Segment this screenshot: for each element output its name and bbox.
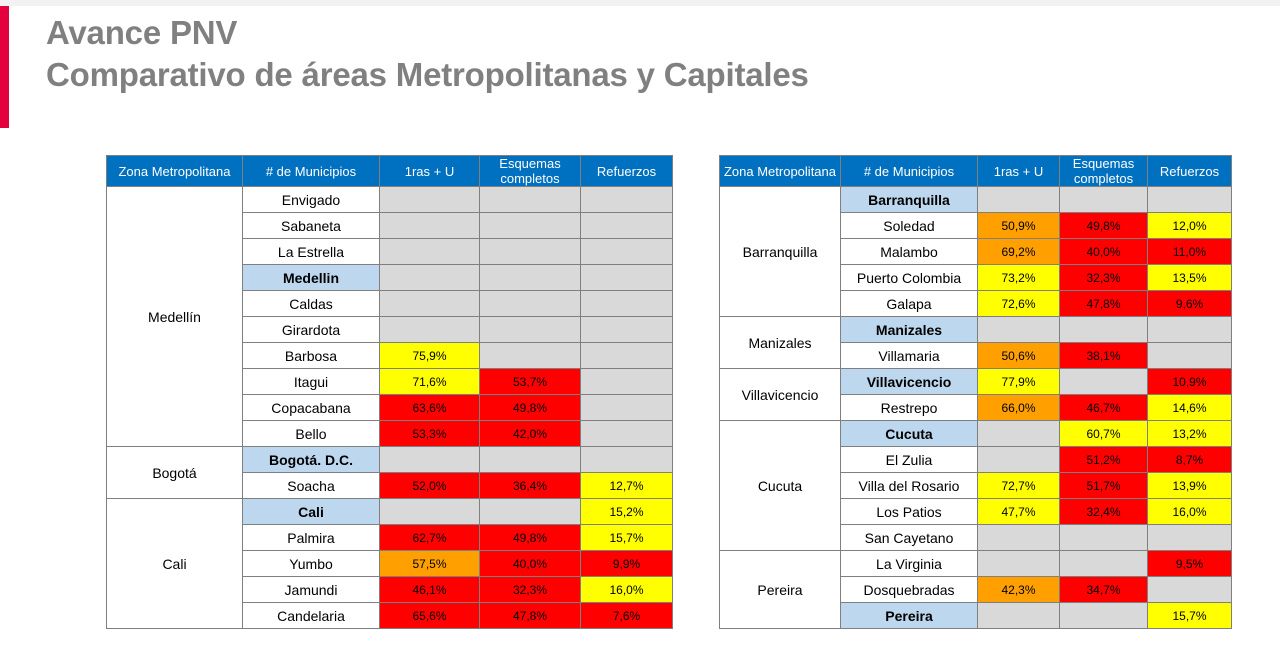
value-cell-completos: 47,8% bbox=[480, 603, 581, 629]
value-cell-primeras: 42,3% bbox=[978, 577, 1060, 603]
value-cell-refuerzos bbox=[581, 343, 673, 369]
municipio-cell: Girardota bbox=[243, 317, 380, 343]
municipio-cell: El Zulia bbox=[841, 447, 978, 473]
value-cell-primeras: 66,0% bbox=[978, 395, 1060, 421]
value-cell-completos: 40,0% bbox=[480, 551, 581, 577]
municipio-cell: Jamundi bbox=[243, 577, 380, 603]
value-cell-refuerzos: 7,6% bbox=[581, 603, 673, 629]
zone-cell: Villavicencio bbox=[720, 369, 841, 421]
value-cell-primeras bbox=[978, 421, 1060, 447]
zone-cell: Pereira bbox=[720, 551, 841, 629]
table-metropolitan-left bbox=[106, 155, 673, 629]
column-header-0: Zona Metropolitana bbox=[107, 156, 243, 187]
value-cell-completos: 49,8% bbox=[1060, 213, 1148, 239]
value-cell-completos: 51,7% bbox=[1060, 473, 1148, 499]
value-cell-refuerzos bbox=[581, 369, 673, 395]
zone-cell: Medellín bbox=[107, 187, 243, 447]
value-cell-refuerzos: 13,9% bbox=[1148, 473, 1232, 499]
table-row bbox=[720, 187, 1232, 213]
value-cell-primeras: 57,5% bbox=[380, 551, 480, 577]
table-metropolitan-right bbox=[719, 155, 1232, 629]
value-cell-primeras: 73,2% bbox=[978, 265, 1060, 291]
municipio-cell: Bogotá. D.C. bbox=[243, 447, 380, 473]
municipio-cell: Cucuta bbox=[841, 421, 978, 447]
municipio-cell: Sabaneta bbox=[243, 213, 380, 239]
column-header-3: Esquemas completos bbox=[1060, 156, 1148, 187]
municipio-cell: La Virginia bbox=[841, 551, 978, 577]
table-row bbox=[720, 551, 1232, 577]
value-cell-completos: 49,8% bbox=[480, 395, 581, 421]
municipio-cell: San Cayetano bbox=[841, 525, 978, 551]
municipio-cell: Soacha bbox=[243, 473, 380, 499]
value-cell-primeras bbox=[380, 499, 480, 525]
value-cell-primeras bbox=[978, 525, 1060, 551]
value-cell-completos: 47,8% bbox=[1060, 291, 1148, 317]
value-cell-completos bbox=[480, 265, 581, 291]
table-row bbox=[107, 499, 673, 525]
value-cell-primeras: 69,2% bbox=[978, 239, 1060, 265]
value-cell-primeras: 47,7% bbox=[978, 499, 1060, 525]
value-cell-primeras bbox=[978, 603, 1060, 629]
value-cell-primeras: 72,6% bbox=[978, 291, 1060, 317]
column-header-2: 1ras + U bbox=[380, 156, 480, 187]
title-line-1: Avance PNV bbox=[46, 14, 238, 51]
value-cell-completos bbox=[480, 343, 581, 369]
value-cell-refuerzos: 15,2% bbox=[581, 499, 673, 525]
value-cell-primeras bbox=[380, 239, 480, 265]
zone-cell: Barranquilla bbox=[720, 187, 841, 317]
municipio-cell: Barbosa bbox=[243, 343, 380, 369]
value-cell-refuerzos bbox=[581, 239, 673, 265]
value-cell-primeras: 71,6% bbox=[380, 369, 480, 395]
value-cell-refuerzos: 9,9% bbox=[581, 551, 673, 577]
value-cell-refuerzos: 9,6% bbox=[1148, 291, 1232, 317]
value-cell-completos: 42,0% bbox=[480, 421, 581, 447]
value-cell-completos: 49,8% bbox=[480, 525, 581, 551]
value-cell-completos bbox=[480, 213, 581, 239]
municipio-cell: Copacabana bbox=[243, 395, 380, 421]
column-header-2: 1ras + U bbox=[978, 156, 1060, 187]
table-row bbox=[107, 447, 673, 473]
municipio-cell: Envigado bbox=[243, 187, 380, 213]
zone-cell: Cucuta bbox=[720, 421, 841, 551]
value-cell-refuerzos: 13,2% bbox=[1148, 421, 1232, 447]
municipio-cell: Manizales bbox=[841, 317, 978, 343]
municipio-cell: La Estrella bbox=[243, 239, 380, 265]
accent-bar bbox=[0, 6, 9, 128]
table-header-left bbox=[107, 156, 673, 187]
table-row bbox=[107, 187, 673, 213]
value-cell-primeras bbox=[978, 317, 1060, 343]
value-cell-refuerzos: 12,7% bbox=[581, 473, 673, 499]
municipio-cell: Caldas bbox=[243, 291, 380, 317]
value-cell-completos: 34,7% bbox=[1060, 577, 1148, 603]
value-cell-completos: 32,4% bbox=[1060, 499, 1148, 525]
value-cell-refuerzos: 8,7% bbox=[1148, 447, 1232, 473]
value-cell-refuerzos: 16,0% bbox=[581, 577, 673, 603]
municipio-cell: Los Patios bbox=[841, 499, 978, 525]
zone-cell: Manizales bbox=[720, 317, 841, 369]
value-cell-completos bbox=[1060, 187, 1148, 213]
municipio-cell: Malambo bbox=[841, 239, 978, 265]
municipio-cell: Puerto Colombia bbox=[841, 265, 978, 291]
table-body-left bbox=[107, 187, 673, 629]
value-cell-refuerzos bbox=[581, 213, 673, 239]
value-cell-primeras: 65,6% bbox=[380, 603, 480, 629]
value-cell-primeras bbox=[380, 317, 480, 343]
zone-cell: Bogotá bbox=[107, 447, 243, 499]
value-cell-primeras bbox=[380, 291, 480, 317]
municipio-cell: Villa del Rosario bbox=[841, 473, 978, 499]
municipio-cell: Candelaria bbox=[243, 603, 380, 629]
table-row bbox=[720, 369, 1232, 395]
municipio-cell: Bello bbox=[243, 421, 380, 447]
value-cell-primeras: 62,7% bbox=[380, 525, 480, 551]
value-cell-completos: 40,0% bbox=[1060, 239, 1148, 265]
value-cell-refuerzos: 13,5% bbox=[1148, 265, 1232, 291]
value-cell-refuerzos bbox=[581, 265, 673, 291]
value-cell-refuerzos: 15,7% bbox=[1148, 603, 1232, 629]
value-cell-refuerzos: 10,9% bbox=[1148, 369, 1232, 395]
value-cell-primeras bbox=[978, 187, 1060, 213]
municipio-cell: Galapa bbox=[841, 291, 978, 317]
value-cell-primeras: 50,9% bbox=[978, 213, 1060, 239]
value-cell-primeras: 77,9% bbox=[978, 369, 1060, 395]
value-cell-completos bbox=[1060, 317, 1148, 343]
value-cell-completos bbox=[1060, 603, 1148, 629]
value-cell-completos bbox=[1060, 369, 1148, 395]
value-cell-primeras bbox=[380, 213, 480, 239]
value-cell-primeras bbox=[978, 447, 1060, 473]
title-line-2: Comparativo de áreas Metropolitanas y Capitales bbox=[46, 56, 809, 93]
value-cell-refuerzos: 14,6% bbox=[1148, 395, 1232, 421]
value-cell-primeras: 63,6% bbox=[380, 395, 480, 421]
value-cell-refuerzos: 15,7% bbox=[581, 525, 673, 551]
table-row bbox=[720, 317, 1232, 343]
municipio-cell: Pereira bbox=[841, 603, 978, 629]
value-cell-completos: 38,1% bbox=[1060, 343, 1148, 369]
municipio-cell: Barranquilla bbox=[841, 187, 978, 213]
value-cell-primeras: 46,1% bbox=[380, 577, 480, 603]
value-cell-primeras: 52,0% bbox=[380, 473, 480, 499]
value-cell-refuerzos bbox=[1148, 525, 1232, 551]
value-cell-completos: 51,2% bbox=[1060, 447, 1148, 473]
value-cell-refuerzos: 9,5% bbox=[1148, 551, 1232, 577]
zone-cell: Cali bbox=[107, 499, 243, 629]
value-cell-completos: 36,4% bbox=[480, 473, 581, 499]
column-header-3: Esquemas completos bbox=[480, 156, 581, 187]
value-cell-refuerzos bbox=[1148, 343, 1232, 369]
value-cell-primeras bbox=[978, 551, 1060, 577]
value-cell-primeras: 72,7% bbox=[978, 473, 1060, 499]
value-cell-primeras: 75,9% bbox=[380, 343, 480, 369]
value-cell-primeras bbox=[380, 447, 480, 473]
municipio-cell: Restrepo bbox=[841, 395, 978, 421]
value-cell-refuerzos: 16,0% bbox=[1148, 499, 1232, 525]
column-header-4: Refuerzos bbox=[1148, 156, 1232, 187]
municipio-cell: Cali bbox=[243, 499, 380, 525]
municipio-cell: Palmira bbox=[243, 525, 380, 551]
municipio-cell: Villavicencio bbox=[841, 369, 978, 395]
table-body-right bbox=[720, 187, 1232, 629]
top-strip bbox=[0, 0, 1280, 6]
municipio-cell: Medellin bbox=[243, 265, 380, 291]
column-header-4: Refuerzos bbox=[581, 156, 673, 187]
value-cell-refuerzos bbox=[581, 187, 673, 213]
value-cell-refuerzos: 11,0% bbox=[1148, 239, 1232, 265]
table-row bbox=[720, 421, 1232, 447]
value-cell-primeras: 50,6% bbox=[978, 343, 1060, 369]
municipio-cell: Soledad bbox=[841, 213, 978, 239]
value-cell-completos: 53,7% bbox=[480, 369, 581, 395]
value-cell-refuerzos bbox=[1148, 577, 1232, 603]
value-cell-completos bbox=[480, 447, 581, 473]
value-cell-refuerzos bbox=[581, 447, 673, 473]
value-cell-completos bbox=[480, 291, 581, 317]
value-cell-completos bbox=[480, 187, 581, 213]
municipio-cell: Dosquebradas bbox=[841, 577, 978, 603]
value-cell-refuerzos bbox=[581, 421, 673, 447]
column-header-0: Zona Metropolitana bbox=[720, 156, 841, 187]
column-header-1: # de Municipios bbox=[841, 156, 978, 187]
value-cell-refuerzos bbox=[1148, 317, 1232, 343]
value-cell-refuerzos bbox=[1148, 187, 1232, 213]
municipio-cell: Itagui bbox=[243, 369, 380, 395]
column-header-1: # de Municipios bbox=[243, 156, 380, 187]
value-cell-primeras bbox=[380, 187, 480, 213]
value-cell-completos bbox=[1060, 551, 1148, 577]
value-cell-completos: 32,3% bbox=[1060, 265, 1148, 291]
value-cell-completos: 46,7% bbox=[1060, 395, 1148, 421]
value-cell-completos bbox=[480, 317, 581, 343]
municipio-cell: Villamaria bbox=[841, 343, 978, 369]
value-cell-completos bbox=[480, 239, 581, 265]
value-cell-refuerzos bbox=[581, 395, 673, 421]
value-cell-completos bbox=[480, 499, 581, 525]
value-cell-primeras bbox=[380, 265, 480, 291]
value-cell-refuerzos bbox=[581, 291, 673, 317]
value-cell-primeras: 53,3% bbox=[380, 421, 480, 447]
value-cell-refuerzos: 12,0% bbox=[1148, 213, 1232, 239]
value-cell-refuerzos bbox=[581, 317, 673, 343]
value-cell-completos: 60,7% bbox=[1060, 421, 1148, 447]
page-title bbox=[46, 12, 1146, 96]
table-header-right bbox=[720, 156, 1232, 187]
value-cell-completos bbox=[1060, 525, 1148, 551]
municipio-cell: Yumbo bbox=[243, 551, 380, 577]
value-cell-completos: 32,3% bbox=[480, 577, 581, 603]
